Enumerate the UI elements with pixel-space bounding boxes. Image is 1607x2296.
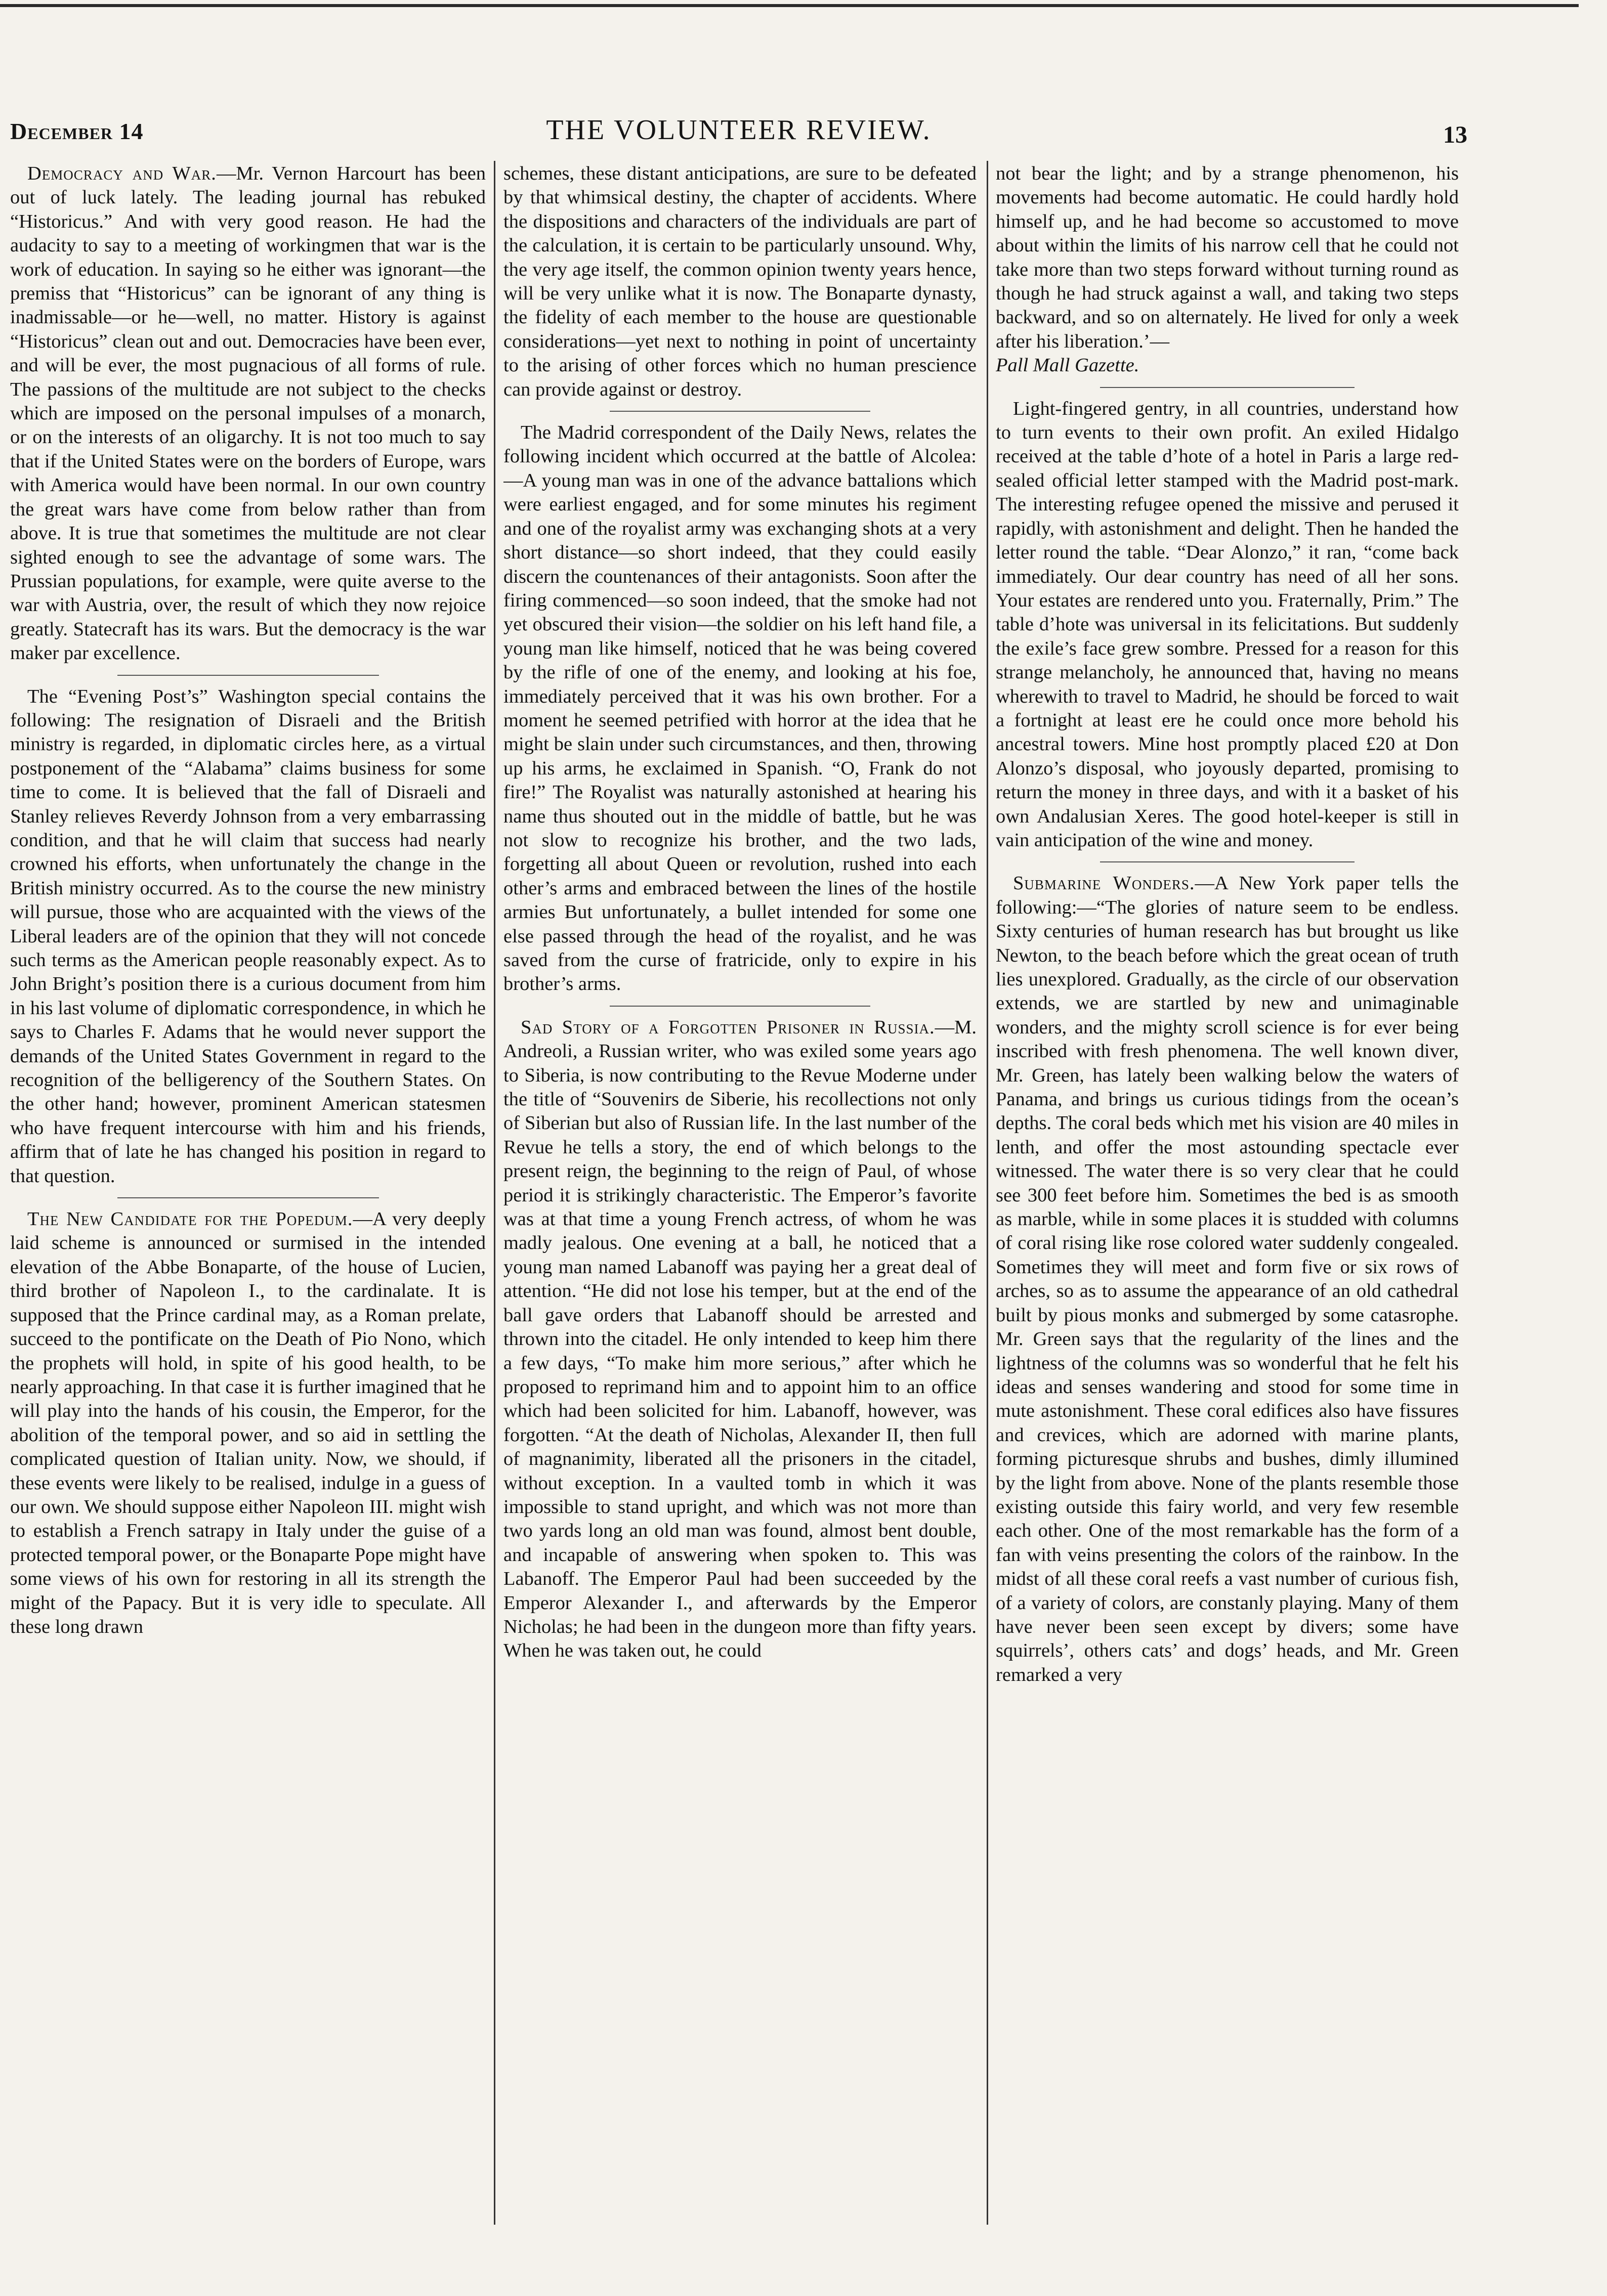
article-body: Light-fingered gentry, in all countries, understand how to turn events to their own profit. An exiled Hidalgo received at the table d’hote of a hotel in Paris a large red-sealed official letter stamped with the Madrid post-mark. The interesting refugee opened the missive and perused it rapidly, with astonishment and delight. Then he handed the letter round the table. “Dear Alonzo,” it ran, “come back immediately. Our dear country has need of all her sons. Your estates are rendered unto you. Fraternally, Prim.” The table d’hote was universal in its felicitations. But suddenly the exile’s face grew sombre. Pressed for a reason for this strange melancholy, he announced that, having no means wherewith to travel to Madrid, he should be forced to wait a fortnight at least ere he could once more behold his ancestral towers. Mine host promptly placed £20 at Don Alonzo’s disposal, who joyously departed, promising to return the money in three days, and with it a basket of his own Andalusian Xeres. The good hotel-keeper is still in vain anticipation of the wine and money.	[996, 398, 1459, 851]
article-body: The Madrid correspondent of the Daily News, relates the following incident which occurred at the battle of Alcolea:—A young man was in one of the advance battalions which were earliest engaged, and for some minutes his regiment and one of the royalist army was exchanging shots at a very short distance—so short indeed, that they could easily discern the countenances of their antagonists. Soon after the firing commenced—so soon indeed, that the smoke had not yet obscured their vision—the soldier on his left hand file, a young man like himself, noticed that he was being covered by the rifle of one of the enemy, and looking at his foe, immediately perceived that it was his own brother. For a moment he seemed petrified with horror at the idea that he might be slain under such circumstances, and then, throwing up his arms, he exclaimed in Spanish. “O, Frank do not fire!” The Royalist was naturally astonished at hearing his name thus shouted out in the middle of battle, but he was not slow to recognize his brother, and the two lads, forgetting all about Queen or revolution, rushed into each other’s arms and embraced between the lines of the hostile armies But unfortunately, a bullet intended for some one else passed through the head of the royalist, and he was saved from the curse of fratricide, only to expire in his brother’s arms.	[503, 422, 977, 995]
newspaper-title: THE VOLUNTEER REVIEW.	[546, 114, 932, 146]
article-heading: The New Candidate for the Popedum.	[27, 1208, 353, 1230]
article-heading: Sad Story of a Forgotten Prisoner in Russia.	[521, 1016, 935, 1038]
article-body: —A New York paper tells the following:—“The glories of nature seem to be endless. Sixty centuries of human research has but brought us like Newton, to the beach before which the great ocean of truth lies unexplored. Gradually, as the circle of our observation extends, we are startled by new and unimaginable wonders, and the mighty scroll science is for ever being inscribed with fresh phenomena. The well known diver, Mr. Green, has lately been walking below the waters of Panama, and brings us curious tidings from the ocean’s depths. The coral beds which met his vision are 40 miles in lenth, and offer the most astounding spectacle ever witnessed. The water there is so very clear that he could see 300 feet before him. Sometimes the bed is as smooth as marble, while in some places it is studded with columns of coral rising like rose colored water suddenly congealed. Sometimes they will meet and form five or six rows of arches, so as to assume the appearance of an old cathedral built by pious monks and submerged by some catasrophe. Mr. Green says that the regularity of the lines and the lightness of the columns was so wonderful that he felt his ideas and senses wandering and stood for some time in mute astonishment. These coral edifices also have fissures and crevices, which are adorned with marine plants, forming picturesque shrubs and bushes, dimly illumined by the light from above. None of the plants resemble those existing outside this fairy world, and very few resemble each other. One of the most remarkable has the form of a fan with veins presenting the colors of the rainbow. In the midst of all these coral reefs a vast number of curious fish, of a variety of colors, are constanly playing. Many of them have never been seen except by divers; some have squirrels’, others cats’ and dogs’ heads, and Mr. Green remarked a very	[996, 873, 1459, 1685]
article-new-candidate-popedum	[10, 1207, 486, 1639]
article-body: —A very deeply laid scheme is announced or surmised in the intended elevation of the Abbe Bonaparte, of the house of Lucien, third brother of Napoleon I., to the cardinalate. It is supposed that the Prince cardinal may, as a Roman prelate, succeed to the pontificate on the Death of Pio Nono, which the prophets will hold, in spite of his good health, to be nearly approaching. In that case it is further imagined that he will play into the hands of his cousin, the Emperor, for the abolition of the temporal power, and so aid in settling the complicated question of Italian unity. Now, we should, if these events were likely to be realised, indulge in a guess of our own. We should suppose either Napoleon III. might wish to establish a French satrapy in Italy under the guise of a protected temporal power, or the Bonaparte Pope might have some views of his own for restoring in all its strength the might of the Papacy. But it is very idle to speculate. All these long drawn	[10, 1208, 486, 1637]
column-rule-1	[494, 161, 495, 2225]
page-number: 13	[1443, 121, 1467, 148]
article-heading: Democracy and War.	[27, 163, 217, 184]
article-submarine-wonders	[996, 872, 1459, 1687]
article-divider	[610, 411, 870, 412]
page-top-border	[0, 4, 1579, 7]
article-divider	[1100, 387, 1355, 388]
article-forgotten-prisoner	[503, 1016, 977, 1663]
column-3	[996, 162, 1459, 2236]
article-light-fingered-gentry	[996, 397, 1459, 853]
article-source: Pall Mall Gazette.	[996, 355, 1139, 376]
issue-date: December 14	[10, 118, 144, 144]
article-divider	[610, 1006, 870, 1007]
article-divider	[1100, 861, 1355, 862]
article-popedum-continued	[503, 162, 977, 402]
article-prisoner-continued	[996, 162, 1459, 378]
article-body: —Mr. Vernon Harcourt has been out of luck lately. The leading journal has rebuked “Historicus.” And with very good reason. He had the audacity to say to a meeting of workingmen that war is the work of education. In saying so he either was ignorant—the premiss that “Historicus” can be ignorant of any thing is inadmissable—or he—well, no matter. History is against “Historicus” clean out and out. Democracies have been ever, and will be ever, the most pugnacious of all forms of rule. The passions of the multitude are not subject to the checks which are imposed on the personal impulses of a monarch, or on the interests of an oligarchy. It is not too much to say that if the United States were on the borders of Europe, wars with America would have been normal. In our own country the great wars have come from below rather than from above. It is true that sometimes the multitude are not clear sighted enough to see the advantage of some wars. The Prussian populations, for example, were quite averse to the war with Austria, over, the result of which they now rejoice greatly. Statecraft has its wars. But the democracy is the war maker par excellence.	[10, 163, 486, 664]
column-2	[503, 162, 977, 2236]
article-madrid-correspondent	[503, 421, 977, 997]
article-democracy-and-war	[10, 162, 486, 666]
article-divider	[117, 1197, 379, 1198]
page-header	[10, 114, 1467, 154]
article-body: —M. Andreoli, a Russian writer, who was exiled some years ago to Siberia, is now contributing to the Revue Moderne under the title of “Souvenirs de Siberie, his recollections not only of Siberian but also of Russian life. In the last number of the Revue he tells a story, the end of which belongs to the present reign, the beginning to the reign of Paul, of whose period it is strikingly characteristic. The Emperor’s favorite was at that time a young French actress, of whom he was madly jealous. One evening at a ball, he noticed that a young man named Labanoff was paying her a great deal of attention. “He did not lose his temper, but at the end of the ball gave orders that Labanoff should be arrested and thrown into the citadel. He only intended to keep him there a few days, “To make him more serious,” after which he proposed to reprimand him and to appoint him to an office which had been solicited for him. Labanoff, however, was forgotten. “At the death of Nicholas, Alexander II, then full of magnanimity, liberated all the prisoners in the citadel, without exception. In a vaulted tomb in which it was impossible to stand upright, and which was not more than two yards long an old man was found, almost bent double, and incapable of answering when spoken to. This was Labanoff. The Emperor Paul had been succeeded by the Emperor Alexander I., and afterwards by the Emperor Nicholas; he had been in the dungeon more than fifty years. When he was taken out, he could	[503, 1016, 977, 1662]
article-heading: Submarine Wonders.	[1013, 873, 1195, 894]
column-rule-2	[987, 161, 988, 2225]
article-body: not bear the light; and by a strange phenomenon, his movements had become automatic. He could hardly hold himself up, and he had become so accustomed to move about within the limits of his narrow cell that he could not take more than two steps forward without turning round as though he had struck against a wall, and taking two steps backward, and so on alternately. He lived for only a week after his liberation.’—	[996, 163, 1459, 352]
column-1	[10, 162, 486, 2236]
article-divider	[117, 675, 379, 676]
article-body: The “Evening Post’s” Washington special contains the following: The resignation of Disraeli and the British ministry is regarded, in diplomatic circles here, as a virtual postponement of the “Alabama” claims business for some time to come. It is believed that the fall of Disraeli and Stanley relieves Reverdy Johnson from a very embarrassing condition, and that he will claim that success had nearly crowned his efforts, when unfortunately the change in the British ministry occurred. As to the course the new ministry will pursue, those who are acquainted with the views of the Liberal leaders are of the opinion that they will not concede such terms as the American people reasonably expect. As to John Bright’s position there is a curious document from him in his last volume of diplomatic correspondence, in which he says to Charles F. Adams that he would never support the demands of the United States Government in regard to the recognition of the belligerency of the Southern States. On the other hand; however, prominent American statesmen who have frequent intercourse with him and his friends, affirm that of late he has changed his position in regard to that question.	[10, 685, 486, 1187]
article-evening-post	[10, 685, 486, 1189]
article-body: schemes, these distant anticipations, are sure to be defeated by that whimsical destiny, the chapter of accidents. Where the dispositions and characters of the individuals are part of the calculation, it is certain to be particularly unsound. Why, the very age itself, the common opinion twenty years hence, will be very unlike what it is now. The Bonaparte dynasty, the fidelity of each member to the house are questionable considerations—yet next to nothing in point of uncertainty to the arising of other forces which no human prescience can provide against or destroy.	[503, 163, 977, 400]
